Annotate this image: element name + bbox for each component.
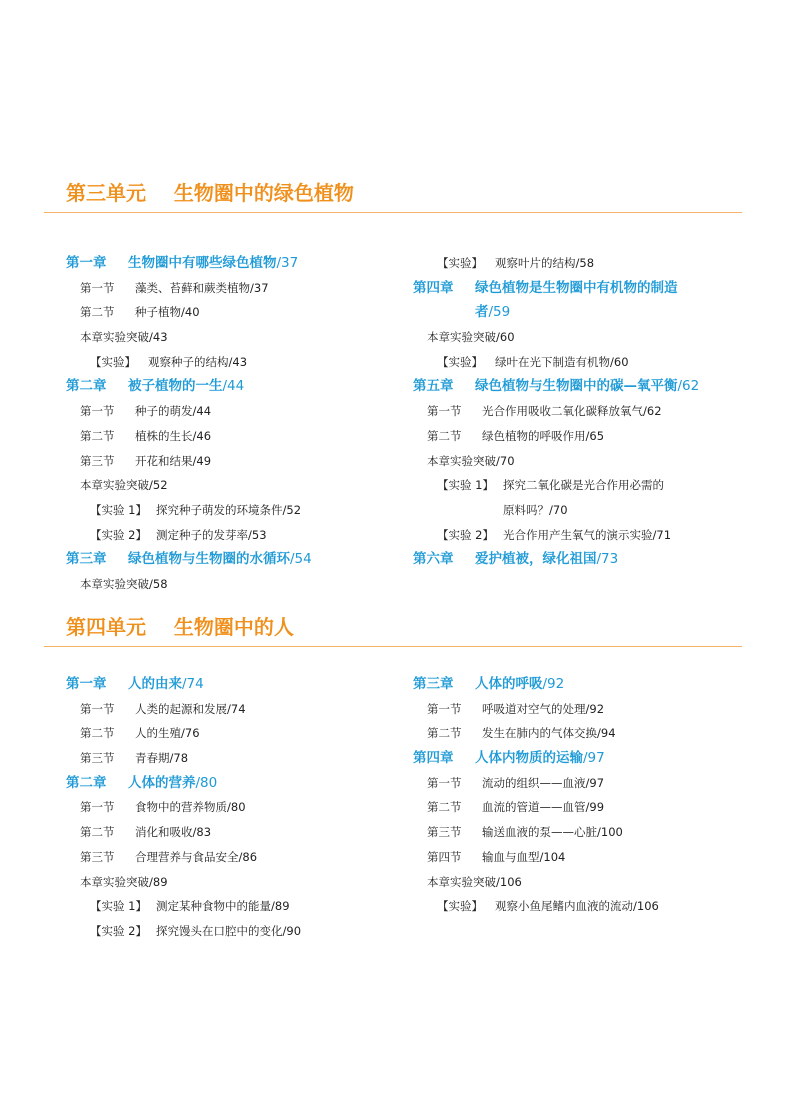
toc-entry-label: 第二节 — [80, 305, 115, 320]
toc-entry — [66, 399, 396, 424]
toc-entry — [413, 325, 743, 350]
toc-entry-label: 第二章 — [66, 774, 107, 791]
toc-entry-text: 消化和吸收/83 — [135, 825, 212, 840]
toc-entry-label: 【实验】 — [437, 256, 483, 270]
toc-entry-label: 【实验】 — [437, 899, 483, 914]
toc-entry — [66, 300, 396, 325]
unit3-header — [44, 178, 742, 213]
unit3-right-column — [413, 251, 743, 572]
toc-entry-text: 绿叶在光下制造有机物/60 — [495, 354, 629, 369]
toc-entry-text: 本章实验突破/58 — [80, 576, 168, 591]
toc-entry-text: 光合作用产生氧气的演示实验/71 — [503, 527, 672, 542]
toc-entry-text: 呼吸道对空气的处理/92 — [482, 701, 605, 716]
toc-entry-text: 生物圈中有哪些绿色植物 — [128, 255, 277, 271]
toc-entry-label: 第二节 — [80, 726, 115, 741]
unit3-left-column — [66, 251, 396, 597]
toc-experiment-entry — [66, 498, 396, 523]
toc-entry-text: 绿色植物是生物圈中有机物的制造 — [475, 279, 678, 296]
toc-entry-text: 开花和结果/49 — [135, 453, 212, 468]
toc-entry-text: 本章实验突破/43 — [80, 330, 168, 345]
toc-entry — [66, 721, 396, 746]
toc-entry-label: 第一章 — [66, 255, 107, 271]
toc-chapter-entry — [413, 374, 743, 399]
toc-entry-text: 人体内物质的运输 — [475, 750, 583, 767]
toc-entry-text: 观察叶片的结构/58 — [495, 256, 595, 270]
toc-entry-text: 本章实验突破/52 — [80, 478, 168, 493]
toc-entry-label: 第二章 — [66, 378, 107, 395]
toc-entry-label: 第三章 — [66, 551, 107, 568]
toc-entry-text: 本章实验突破/60 — [427, 330, 515, 345]
toc-entry-label: 第一节 — [80, 404, 115, 419]
toc-entry-label: 第一节 — [427, 775, 462, 790]
toc-entry-label: 【实验 1】 — [90, 502, 147, 517]
toc-entry — [66, 746, 396, 771]
toc-chapter-entry — [66, 251, 396, 276]
toc-entry-label: 第六章 — [413, 551, 454, 568]
toc-experiment-entry — [66, 894, 396, 919]
toc-page-number: /80 — [195, 774, 218, 791]
toc-entry-label: 【实验 2】 — [90, 923, 147, 938]
toc-entry-text: 测定种子的发芽率/53 — [156, 527, 267, 542]
toc-entry-label: 第三节 — [80, 849, 115, 864]
toc-chapter-entry — [66, 374, 396, 399]
toc-entry-text: 绿色植物与生物圈的水循环 — [128, 551, 290, 568]
toc-experiment-entry — [413, 894, 743, 919]
toc-entry-label: 第二节 — [80, 428, 115, 443]
toc-entry — [66, 424, 396, 449]
toc-entry-text: 者 — [475, 304, 489, 321]
toc-entry-label: 第一节 — [80, 701, 115, 716]
unit4-header — [44, 612, 742, 647]
toc-entry — [66, 870, 396, 895]
toc-experiment-entry — [66, 350, 396, 375]
toc-entry-label: 第四节 — [427, 849, 462, 864]
toc-entry — [66, 449, 396, 474]
toc-entry-text: 本章实验突破/70 — [427, 453, 515, 468]
toc-entry-text: 人类的起源和发展/74 — [135, 701, 246, 716]
toc-page-number: /97 — [583, 750, 605, 767]
toc-entry — [413, 449, 743, 474]
toc-entry — [66, 325, 396, 350]
toc-chapter-entry — [66, 547, 396, 572]
toc-page-number: /54 — [290, 551, 312, 568]
toc-entry-text: 探究馒头在口腔中的变化/90 — [156, 923, 302, 938]
toc-experiment-entry — [413, 251, 743, 276]
toc-entry-text: 人的生殖/76 — [135, 726, 200, 741]
toc-entry-label: 第一节 — [80, 280, 115, 295]
toc-entry — [413, 870, 743, 895]
toc-entry — [413, 498, 743, 523]
toc-chapter-entry — [66, 672, 396, 697]
toc-entry-label: 第五章 — [413, 378, 454, 395]
toc-experiment-entry — [413, 523, 743, 548]
toc-entry — [413, 845, 743, 870]
toc-chapter-entry — [413, 672, 743, 697]
toc-experiment-entry — [413, 473, 743, 498]
toc-entry-text: 原料吗？/70 — [503, 502, 568, 517]
toc-entry-label: 【实验 2】 — [90, 527, 147, 542]
toc-entry-label: 【实验 1】 — [437, 478, 494, 493]
toc-entry-label: 第三节 — [80, 453, 115, 468]
toc-entry — [413, 795, 743, 820]
toc-entry-label: 【实验】 — [90, 354, 136, 369]
toc-entry-text: 人体的呼吸 — [475, 676, 543, 692]
toc-entry-text: 本章实验突破/89 — [80, 874, 168, 889]
toc-page-number: /62 — [677, 378, 700, 395]
toc-entry-text: 探究种子萌发的环境条件/52 — [156, 502, 302, 517]
toc-entry — [413, 721, 743, 746]
toc-entry-text: 绿色植物与生物圈中的碳—氧平衡 — [475, 378, 678, 395]
toc-entry-text: 青春期/78 — [135, 751, 189, 766]
toc-entry-text: 种子植物/40 — [135, 305, 200, 320]
unit4-left-column — [66, 672, 396, 944]
toc-entry — [413, 820, 743, 845]
toc-entry-text: 输血与血型/104 — [482, 849, 566, 864]
toc-entry-text: 光合作用吸收二氧化碳释放氧气/62 — [482, 404, 662, 419]
toc-entry — [66, 820, 396, 845]
toc-entry — [66, 276, 396, 301]
toc-entry — [413, 424, 743, 449]
toc-entry-text: 合理营养与食品安全/86 — [135, 849, 258, 864]
toc-entry-text: 观察种子的结构/43 — [148, 354, 248, 369]
toc-entry — [66, 795, 396, 820]
toc-entry-label: 第二节 — [427, 726, 462, 741]
toc-entry-text: 种子的萌发/44 — [135, 404, 212, 419]
toc-page-number: /37 — [276, 255, 299, 271]
toc-entry-label: 第三节 — [427, 825, 462, 840]
toc-experiment-entry — [66, 523, 396, 548]
toc-entry-label: 第二节 — [427, 800, 462, 815]
toc-entry-text: 植株的生长/46 — [135, 428, 212, 443]
toc-entry-text: 藻类、苔藓和蕨类植物/37 — [135, 280, 269, 295]
toc-entry-label: 第三节 — [80, 751, 115, 766]
toc-entry-label: 第二节 — [427, 428, 462, 443]
toc-entry-label: 【实验 2】 — [437, 527, 494, 542]
toc-page-number: /92 — [542, 676, 565, 692]
unit4-right-column — [413, 672, 743, 919]
toc-entry-text: 发生在肺内的气体交换/94 — [482, 726, 616, 741]
toc-page-number: /59 — [488, 304, 511, 321]
toc-entry-label: 【实验 1】 — [90, 899, 147, 914]
toc-entry-text: 流动的组织——血液/97 — [482, 775, 605, 790]
unit4-title: 第四单元 生物圈中的人 — [44, 612, 742, 647]
toc-entry — [66, 473, 396, 498]
toc-entry-label: 第三章 — [413, 676, 454, 692]
toc-entry — [66, 572, 396, 597]
toc-entry-label: 第一节 — [427, 404, 462, 419]
toc-entry-text: 输送血液的泵——心脏/100 — [482, 825, 623, 840]
toc-page-number: /44 — [222, 378, 245, 395]
toc-entry-text: 探究二氧化碳是光合作用必需的 — [503, 478, 664, 493]
toc-entry — [66, 697, 396, 722]
toc-entry-text: 被子植物的一生 — [128, 378, 223, 395]
toc-chapter-entry — [413, 276, 743, 301]
toc-entry-label: 第四章 — [413, 279, 454, 296]
toc-page-number: /73 — [596, 551, 619, 568]
toc-entry-label: 第一章 — [66, 676, 107, 692]
toc-entry-label: 第一节 — [80, 800, 115, 815]
toc-entry-text: 测定某种食物中的能量/89 — [156, 899, 290, 914]
toc-experiment-entry — [66, 919, 396, 944]
toc-entry-text: 血流的管道——血管/99 — [482, 800, 605, 815]
toc-chapter-entry — [413, 746, 743, 771]
toc-entry — [413, 697, 743, 722]
toc-entry-label: 第二节 — [80, 825, 115, 840]
toc-entry-label: 【实验】 — [437, 354, 483, 369]
toc-entry-text: 爱护植被，绿化祖国 — [475, 551, 597, 568]
toc-entry-label: 第四章 — [413, 750, 454, 767]
toc-entry — [413, 771, 743, 796]
toc-chapter-entry — [66, 771, 396, 796]
toc-entry-text: 人体的营养 — [128, 774, 196, 791]
toc-entry-text: 人的由来 — [128, 676, 182, 692]
toc-page-number: /74 — [182, 676, 204, 692]
toc-entry — [413, 300, 743, 325]
toc-entry-text: 绿色植物的呼吸作用/65 — [482, 428, 605, 443]
toc-experiment-entry — [413, 350, 743, 375]
toc-entry-label: 第一节 — [427, 701, 462, 716]
toc-entry — [66, 845, 396, 870]
unit3-title: 第三单元 生物圈中的绿色植物 — [44, 178, 742, 213]
toc-entry-text: 观察小鱼尾鳍内血液的流动/106 — [495, 899, 659, 914]
toc-entry-text: 食物中的营养物质/80 — [135, 800, 246, 815]
toc-chapter-entry — [413, 547, 743, 572]
toc-entry-text: 本章实验突破/106 — [427, 874, 522, 889]
toc-entry — [413, 399, 743, 424]
